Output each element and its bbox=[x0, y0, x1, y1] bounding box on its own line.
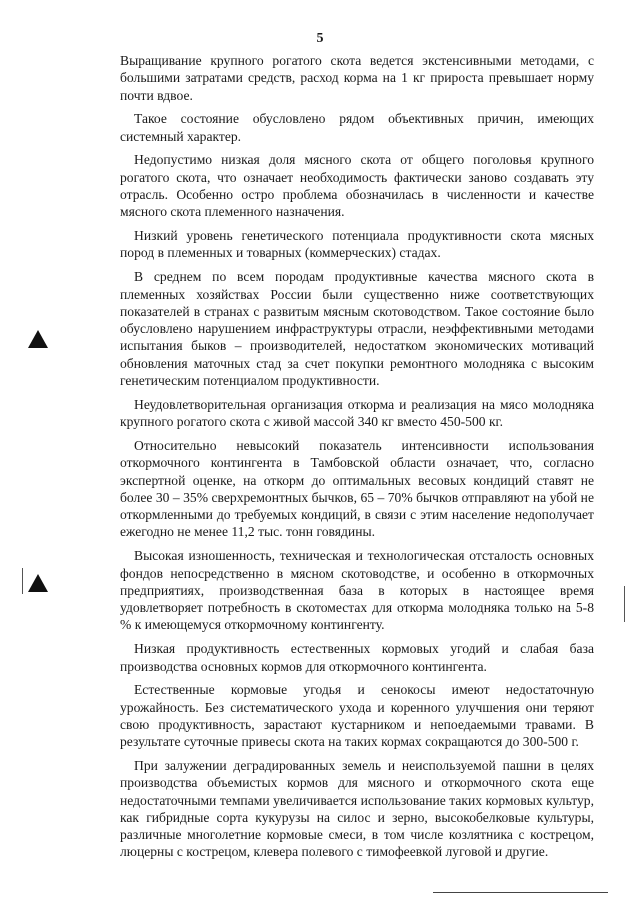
paragraph: Относительно невысокий показатель интенсивности использования откормочного контингента в Тамбовской области означает, что, согласно экспертной оценке, на откорм до оптимальных весовых кондиций ставят не более 30 – 35% сверхремонтных бычков, 65 – 70% бычков отправляют на убой не откормленными до требуемых кондиций, в связи с этим население недополучает ежегодно не менее 11,2 тыс. тонн говядины. bbox=[120, 437, 594, 540]
paragraph: При залужении деградированных земель и неиспользуемой пашни в целях производства объемистых кормов для мясного и откормочного скота еще недостаточными темпами увеличивается использование таких кормовых культур, как гибридные сорта кукурузы на силос и зерно, высокобелковые культуры, различные многолетние кормовые смеси, в том числе козлятника с кострецом, люцерны с кострецом, клевера полевого с тимофеевкой луговой и другие. bbox=[120, 757, 594, 860]
paragraph: В среднем по всем породам продуктивные качества мясного скота в племенных хозяйствах России были существенно ниже соответствующих показателей в странах с развитым мясным скотоводством. Такое состояние было обусловлено нарушением инфраструктуры отрасли, неэффективными методами испытания быков – производителей, недостатком экономических мотиваций обновления маточных стад за счет покупки ремонтного молодняка с высоким генетическим потенциалом продуктивности. bbox=[120, 269, 594, 389]
scan-mark-arrow bbox=[28, 330, 48, 348]
paragraph: Неудовлетворительная организация откорма и реализация на мясо молодняка крупного рогатого скота с живой массой 340 кг вместо 450-500 кг. bbox=[120, 396, 594, 430]
paragraph: Выращивание крупного рогатого скота ведется экстенсивными методами, с большими затратами средств, расход корма на 1 кг прироста превышает норму почти вдвое. bbox=[120, 53, 594, 103]
paragraph: Недопустимо низкая доля мясного скота от общего поголовья крупного рогатого скота, что означает необходимость фактически заново создавать эту отрасль. Особенно остро проблема обозначилась в численности и качестве мясного скота племенного назначения. bbox=[120, 152, 594, 220]
paragraph: Низкий уровень генетического потенциала продуктивности скота мясных пород в племенных и товарных (коммерческих) стадах. bbox=[120, 228, 594, 261]
paragraph: Такое состояние обусловлено рядом объективных причин, имеющих системный характер. bbox=[120, 111, 594, 144]
scan-bottom-line bbox=[433, 892, 608, 893]
paragraph: Естественные кормовые угодья и сенокосы имеют недостаточную урожайность. Без систематического ухода и коренного улучшения они теряют свою продуктивность, зарастают кустарником и непоедаемыми травами. В результате суточные привесы скота на таких кормах сокращаются до 300-500 г. bbox=[120, 682, 594, 750]
body-text bbox=[120, 52, 594, 867]
page-number: 5 bbox=[316, 31, 324, 46]
paragraph: Низкая продуктивность естественных кормовых угодий и слабая база производства основных кормов для откормочного контингента. bbox=[120, 641, 594, 674]
paragraph: Высокая изношенность, техническая и технологическая отсталость основных фондов непосредственно в мясном скотоводстве, и особенно в откормочных предприятиях, производственная база в которых в настоящее время удовлетворяет потребность в скотоместах для откорма молодняка только на 5-8 % к имеющемуся откормочному контингенту. bbox=[120, 548, 594, 633]
scan-edge-line bbox=[22, 568, 23, 594]
scan-edge-line bbox=[624, 586, 625, 622]
scan-mark-arrow bbox=[28, 574, 48, 592]
